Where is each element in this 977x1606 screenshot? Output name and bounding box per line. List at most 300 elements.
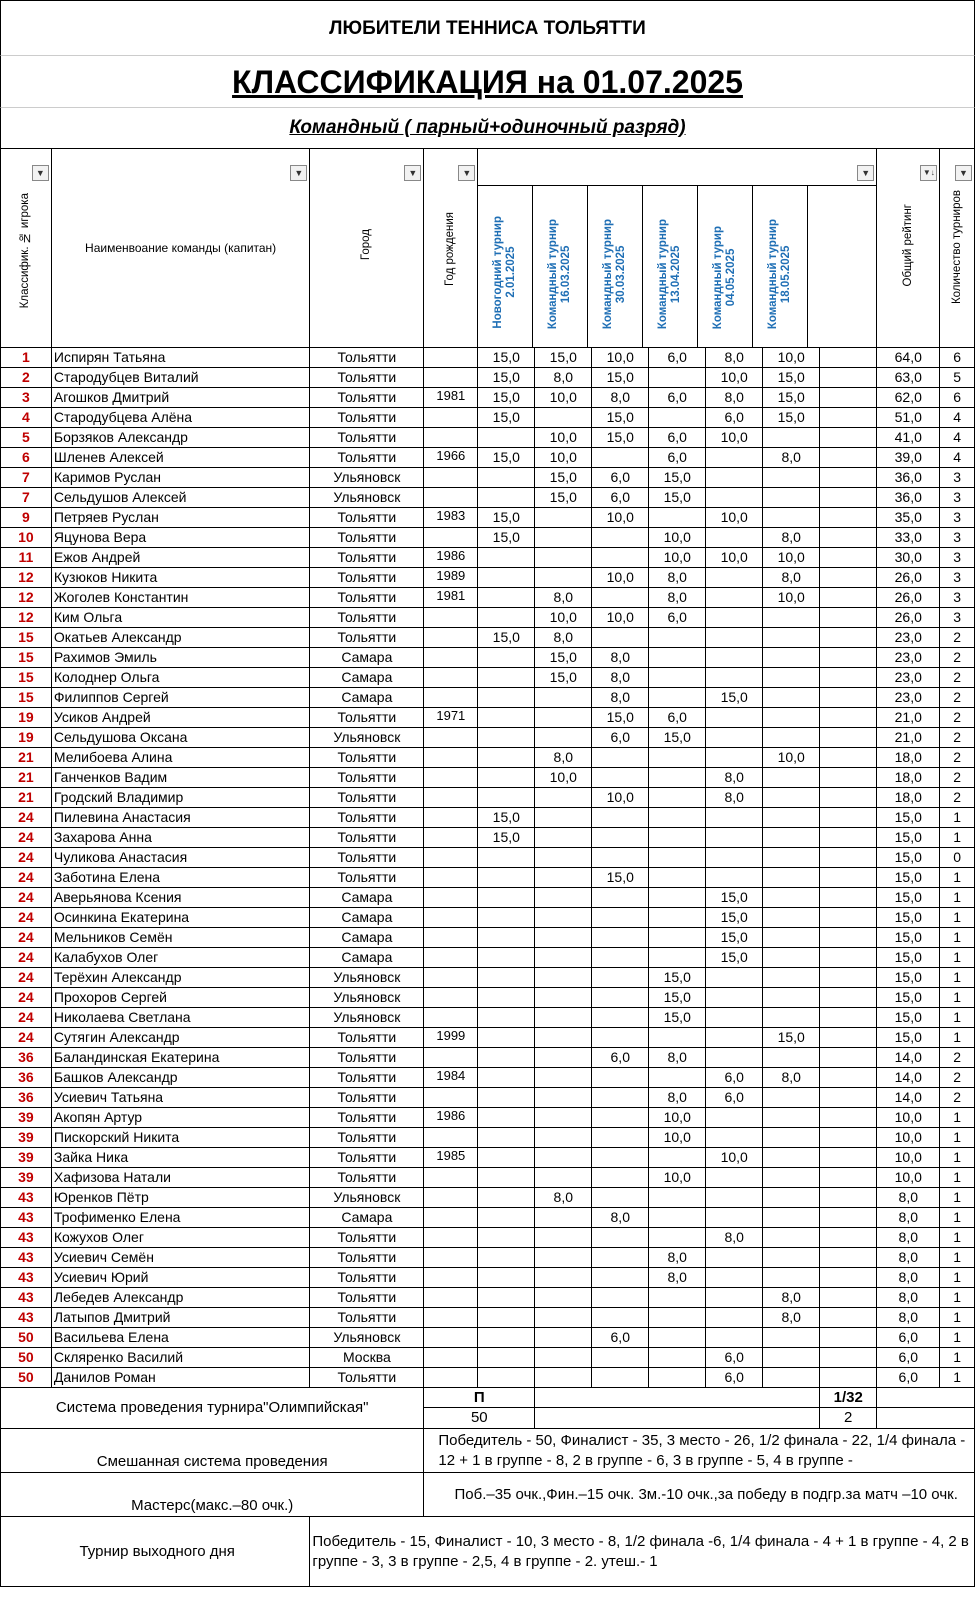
cell-tot[interactable]: 35,0 [877,508,940,528]
cell-city[interactable]: Тольятти [310,588,424,608]
cell-sc[interactable]: 8,0 [649,568,706,588]
cell-sc[interactable] [706,828,763,848]
cell-sc[interactable] [649,868,706,888]
cell-sc[interactable] [763,1008,820,1028]
cell-name[interactable]: Испирян Татьяна [51,348,310,368]
cell-tot[interactable]: 6,0 [877,1348,940,1368]
cell-year[interactable]: 1984 [424,1068,478,1088]
cell-rank[interactable]: 2 [1,368,52,388]
cell-sc[interactable] [763,648,820,668]
cell-sc[interactable] [763,928,820,948]
cell-sc[interactable] [478,1088,535,1108]
cell-sc[interactable]: 10,0 [592,568,649,588]
cell-year[interactable] [424,428,478,448]
cell-cnt[interactable]: 3 [940,488,975,508]
cell-rank[interactable]: 24 [1,808,52,828]
cell-tot[interactable]: 18,0 [877,768,940,788]
cell-tot[interactable]: 15,0 [877,808,940,828]
cell-sc[interactable] [649,1328,706,1348]
cell-city[interactable]: Тольятти [310,808,424,828]
cell-year[interactable] [424,488,478,508]
cell-year[interactable] [424,928,478,948]
cell-name[interactable]: Колоднер Ольга [51,668,310,688]
cell-sc[interactable]: 10,0 [535,448,592,468]
cell-tot[interactable]: 23,0 [877,648,940,668]
cell-sc[interactable] [706,648,763,668]
cell-sc[interactable]: 10,0 [706,368,763,388]
cell-tot[interactable]: 6,0 [877,1368,940,1388]
cell-sc[interactable] [649,848,706,868]
cell-sc[interactable] [535,908,592,928]
cell-sc[interactable] [763,768,820,788]
cell-sc[interactable]: 15,0 [478,828,535,848]
cell-city[interactable]: Тольятти [310,1028,424,1048]
cell-sc[interactable] [649,688,706,708]
cell-city[interactable]: Самара [310,908,424,928]
cell-name[interactable]: Скляренко Василий [51,1348,310,1368]
cell-rank[interactable]: 7 [1,488,52,508]
cell-sc[interactable] [763,808,820,828]
cell-sc[interactable]: 10,0 [649,1168,706,1188]
cell-sc[interactable]: 10,0 [706,508,763,528]
cell-rank[interactable]: 24 [1,1008,52,1028]
cell-sc[interactable] [649,1208,706,1228]
cell-cnt[interactable]: 1 [940,888,975,908]
cell-name[interactable]: Зайка Ника [51,1148,310,1168]
cell-sc[interactable] [649,828,706,848]
cell-sc[interactable] [478,708,535,728]
cell-name[interactable]: Рахимов Эмиль [51,648,310,668]
cell-city[interactable]: Тольятти [310,1108,424,1128]
cell-tot[interactable]: 8,0 [877,1228,940,1248]
cell-tot[interactable]: 8,0 [877,1268,940,1288]
cell-sc[interactable]: 15,0 [763,368,820,388]
filter-dropdown-icon[interactable]: ▼ [290,165,307,181]
cell-sc[interactable] [763,1228,820,1248]
cell-sc[interactable] [706,848,763,868]
cell-cnt[interactable]: 2 [940,1068,975,1088]
cell-tot[interactable]: 8,0 [877,1248,940,1268]
cell-tot[interactable]: 26,0 [877,608,940,628]
cell-sc[interactable] [820,408,877,428]
cell-city[interactable]: Ульяновск [310,1328,424,1348]
cell-year[interactable] [424,748,478,768]
cell-sc[interactable]: 8,0 [649,1048,706,1068]
cell-cnt[interactable]: 1 [940,1268,975,1288]
cell-sc[interactable]: 15,0 [706,908,763,928]
cell-sc[interactable]: 15,0 [706,948,763,968]
cell-rank[interactable]: 10 [1,528,52,548]
cell-sc[interactable] [706,708,763,728]
cell-sc[interactable]: 8,0 [535,588,592,608]
cell-sc[interactable] [649,408,706,428]
cell-year[interactable] [424,828,478,848]
cell-tot[interactable]: 33,0 [877,528,940,548]
cell-sc[interactable] [592,1108,649,1128]
cell-cnt[interactable]: 1 [940,1348,975,1368]
cell-tot[interactable]: 51,0 [877,408,940,428]
cell-tot[interactable]: 39,0 [877,448,940,468]
cell-year[interactable] [424,468,478,488]
cell-sc[interactable] [706,1188,763,1208]
cell-year[interactable] [424,1088,478,1108]
cell-sc[interactable] [478,908,535,928]
cell-sc[interactable] [706,808,763,828]
cell-sc[interactable] [478,1028,535,1048]
cell-rank[interactable]: 39 [1,1128,52,1148]
cell-cnt[interactable]: 3 [940,608,975,628]
cell-cnt[interactable]: 3 [940,508,975,528]
cell-cnt[interactable]: 3 [940,468,975,488]
cell-sc[interactable]: 15,0 [478,528,535,548]
cell-name[interactable]: Окатьев Александр [51,628,310,648]
cell-cnt[interactable]: 1 [940,1288,975,1308]
cell-sc[interactable]: 8,0 [763,568,820,588]
cell-sc[interactable]: 10,0 [649,528,706,548]
cell-year[interactable] [424,1288,478,1308]
cell-sc[interactable] [535,1268,592,1288]
cell-sc[interactable]: 15,0 [592,708,649,728]
cell-sc[interactable] [478,748,535,768]
cell-tot[interactable]: 26,0 [877,568,940,588]
cell-city[interactable]: Тольятти [310,548,424,568]
cell-city[interactable]: Тольятти [310,768,424,788]
cell-rank[interactable]: 9 [1,508,52,528]
cell-sc[interactable] [478,1228,535,1248]
cell-sc[interactable]: 6,0 [706,1368,763,1388]
cell-sc[interactable] [820,848,877,868]
cell-sc[interactable]: 15,0 [592,408,649,428]
cell-sc[interactable]: 10,0 [592,348,649,368]
cell-sc[interactable] [478,848,535,868]
cell-tot[interactable]: 14,0 [877,1068,940,1088]
cell-city[interactable]: Самара [310,668,424,688]
cell-tot[interactable]: 15,0 [877,968,940,988]
cell-name[interactable]: Латыпов Дмитрий [51,1308,310,1328]
cell-sc[interactable]: 6,0 [649,348,706,368]
cell-sc[interactable] [535,1328,592,1348]
cell-sc[interactable] [592,528,649,548]
cell-rank[interactable]: 21 [1,788,52,808]
cell-cnt[interactable]: 2 [940,668,975,688]
cell-sc[interactable] [592,1168,649,1188]
cell-city[interactable]: Тольятти [310,448,424,468]
cell-sc[interactable] [820,1188,877,1208]
cell-rank[interactable]: 24 [1,968,52,988]
cell-rank[interactable]: 43 [1,1288,52,1308]
cell-cnt[interactable]: 1 [940,1248,975,1268]
cell-city[interactable]: Тольятти [310,1148,424,1168]
cell-sc[interactable]: 6,0 [649,448,706,468]
cell-sc[interactable] [535,728,592,748]
cell-rank[interactable]: 43 [1,1268,52,1288]
cell-sc[interactable] [820,1348,877,1368]
cell-sc[interactable] [649,808,706,828]
cell-sc[interactable] [820,448,877,468]
cell-sc[interactable]: 8,0 [535,1188,592,1208]
cell-sc[interactable] [592,928,649,948]
cell-tot[interactable]: 15,0 [877,828,940,848]
cell-rank[interactable]: 15 [1,648,52,668]
cell-sc[interactable]: 15,0 [478,408,535,428]
cell-sc[interactable]: 15,0 [535,668,592,688]
cell-sc[interactable] [820,488,877,508]
cell-sc[interactable] [763,828,820,848]
cell-year[interactable] [424,988,478,1008]
cell-sc[interactable] [478,1168,535,1188]
cell-sc[interactable]: 6,0 [706,1348,763,1368]
cell-cnt[interactable]: 1 [940,1028,975,1048]
cell-sc[interactable]: 10,0 [706,548,763,568]
cell-sc[interactable] [763,688,820,708]
cell-rank[interactable]: 19 [1,708,52,728]
cell-sc[interactable] [820,1208,877,1228]
cell-sc[interactable] [706,528,763,548]
cell-rank[interactable]: 43 [1,1308,52,1328]
cell-name[interactable]: Сутягин Александр [51,1028,310,1048]
cell-year[interactable] [424,348,478,368]
cell-city[interactable]: Тольятти [310,1368,424,1388]
cell-year[interactable] [424,868,478,888]
cell-sc[interactable] [535,508,592,528]
cell-sc[interactable] [706,608,763,628]
cell-sc[interactable] [820,1368,877,1388]
cell-rank[interactable]: 43 [1,1228,52,1248]
cell-sc[interactable] [820,788,877,808]
cell-cnt[interactable]: 6 [940,388,975,408]
cell-name[interactable]: Ганченков Вадим [51,768,310,788]
cell-sc[interactable] [820,868,877,888]
cell-sc[interactable]: 15,0 [478,508,535,528]
cell-sc[interactable] [592,1308,649,1328]
cell-city[interactable]: Ульяновск [310,1008,424,1028]
cell-year[interactable] [424,768,478,788]
cell-tot[interactable]: 26,0 [877,588,940,608]
cell-name[interactable]: Каримов Руслан [51,468,310,488]
cell-sc[interactable]: 15,0 [592,368,649,388]
cell-sc[interactable] [478,1268,535,1288]
cell-sc[interactable] [478,1208,535,1228]
cell-sc[interactable]: 15,0 [478,348,535,368]
cell-cnt[interactable]: 1 [940,1328,975,1348]
cell-year[interactable]: 1999 [424,1028,478,1048]
cell-cnt[interactable]: 1 [940,808,975,828]
cell-sc[interactable] [649,628,706,648]
cell-year[interactable] [424,628,478,648]
cell-city[interactable]: Самара [310,948,424,968]
cell-sc[interactable] [763,508,820,528]
cell-sc[interactable]: 8,0 [763,448,820,468]
cell-year[interactable]: 1986 [424,548,478,568]
cell-sc[interactable] [592,988,649,1008]
cell-sc[interactable] [478,968,535,988]
cell-sc[interactable] [649,928,706,948]
cell-sc[interactable]: 8,0 [592,668,649,688]
cell-sc[interactable] [592,768,649,788]
cell-sc[interactable] [763,628,820,648]
cell-sc[interactable] [820,668,877,688]
cell-name[interactable]: Пилевина Анастасия [51,808,310,828]
cell-rank[interactable]: 21 [1,768,52,788]
cell-sc[interactable]: 10,0 [706,1148,763,1168]
cell-city[interactable]: Ульяновск [310,988,424,1008]
cell-city[interactable]: Тольятти [310,1288,424,1308]
cell-sc[interactable] [535,828,592,848]
cell-sc[interactable]: 15,0 [649,988,706,1008]
cell-tot[interactable]: 15,0 [877,948,940,968]
cell-city[interactable]: Ульяновск [310,968,424,988]
cell-sc[interactable] [820,1048,877,1068]
cell-name[interactable]: Кожухов Олег [51,1228,310,1248]
cell-sc[interactable] [478,1288,535,1308]
cell-tot[interactable]: 15,0 [877,988,940,1008]
cell-year[interactable]: 1981 [424,388,478,408]
cell-name[interactable]: Чуликова Анастасия [51,848,310,868]
cell-city[interactable]: Самара [310,688,424,708]
cell-year[interactable] [424,1048,478,1068]
cell-cnt[interactable]: 1 [940,1128,975,1148]
cell-rank[interactable]: 24 [1,868,52,888]
cell-sc[interactable] [820,828,877,848]
cell-rank[interactable]: 24 [1,988,52,1008]
cell-year[interactable] [424,1328,478,1348]
cell-sc[interactable]: 8,0 [592,1208,649,1228]
cell-sc[interactable] [649,888,706,908]
cell-sc[interactable] [706,628,763,648]
cell-sc[interactable] [820,368,877,388]
cell-tot[interactable]: 8,0 [877,1308,940,1328]
cell-cnt[interactable]: 1 [940,1168,975,1188]
cell-sc[interactable] [478,468,535,488]
cell-city[interactable]: Ульяновск [310,1188,424,1208]
cell-sc[interactable] [763,1348,820,1368]
cell-sc[interactable] [820,1028,877,1048]
cell-cnt[interactable]: 4 [940,448,975,468]
cell-year[interactable] [424,1368,478,1388]
cell-tot[interactable]: 14,0 [877,1088,940,1108]
cell-sc[interactable] [535,408,592,428]
cell-tot[interactable]: 14,0 [877,1048,940,1068]
cell-sc[interactable]: 15,0 [478,448,535,468]
filter-dropdown-icon[interactable]: ▼ [857,165,874,181]
cell-name[interactable]: Васильева Елена [51,1328,310,1348]
cell-sc[interactable] [763,1188,820,1208]
cell-sc[interactable] [535,548,592,568]
cell-tot[interactable]: 6,0 [877,1328,940,1348]
cell-name[interactable]: Мельников Семён [51,928,310,948]
cell-sc[interactable] [592,1068,649,1088]
cell-rank[interactable]: 12 [1,608,52,628]
cell-sc[interactable] [706,1248,763,1268]
cell-sc[interactable] [649,1348,706,1368]
cell-year[interactable] [424,648,478,668]
cell-year[interactable] [424,948,478,968]
filter-dropdown-icon[interactable]: ▼ [32,165,49,181]
cell-cnt[interactable]: 1 [940,1008,975,1028]
cell-sc[interactable] [649,948,706,968]
cell-city[interactable]: Ульяновск [310,488,424,508]
cell-city[interactable]: Тольятти [310,828,424,848]
cell-sc[interactable] [820,1108,877,1128]
cell-name[interactable]: Николаева Светлана [51,1008,310,1028]
cell-name[interactable]: Акопян Артур [51,1108,310,1128]
cell-sc[interactable] [592,1268,649,1288]
cell-sc[interactable] [478,548,535,568]
cell-sc[interactable] [763,1128,820,1148]
cell-year[interactable] [424,788,478,808]
cell-name[interactable]: Хафизова Натали [51,1168,310,1188]
cell-tot[interactable]: 62,0 [877,388,940,408]
cell-city[interactable]: Тольятти [310,1248,424,1268]
cell-sc[interactable]: 8,0 [649,1268,706,1288]
cell-rank[interactable]: 15 [1,688,52,708]
cell-sc[interactable] [592,748,649,768]
cell-sc[interactable] [706,728,763,748]
cell-cnt[interactable]: 4 [940,428,975,448]
cell-sc[interactable] [535,888,592,908]
cell-tot[interactable]: 21,0 [877,728,940,748]
cell-sc[interactable] [478,928,535,948]
cell-city[interactable]: Тольятти [310,528,424,548]
cell-sc[interactable] [535,1108,592,1128]
cell-city[interactable]: Тольятти [310,1228,424,1248]
cell-city[interactable]: Тольятти [310,1308,424,1328]
cell-sc[interactable]: 15,0 [592,428,649,448]
cell-sc[interactable] [592,888,649,908]
cell-rank[interactable]: 24 [1,948,52,968]
cell-sc[interactable]: 6,0 [649,708,706,728]
cell-cnt[interactable]: 1 [940,1368,975,1388]
cell-sc[interactable] [763,1368,820,1388]
cell-rank[interactable]: 24 [1,888,52,908]
cell-sc[interactable] [535,1348,592,1368]
cell-sc[interactable]: 8,0 [649,588,706,608]
cell-sc[interactable] [820,1308,877,1328]
cell-sc[interactable] [820,688,877,708]
cell-tot[interactable]: 10,0 [877,1108,940,1128]
cell-sc[interactable]: 15,0 [649,488,706,508]
cell-sc[interactable] [763,1088,820,1108]
cell-sc[interactable] [820,1068,877,1088]
cell-year[interactable]: 1985 [424,1148,478,1168]
cell-sc[interactable]: 10,0 [649,548,706,568]
cell-sc[interactable] [820,768,877,788]
cell-sc[interactable]: 15,0 [763,388,820,408]
cell-sc[interactable]: 8,0 [649,1088,706,1108]
cell-city[interactable]: Тольятти [310,508,424,528]
cell-rank[interactable]: 50 [1,1368,52,1388]
cell-city[interactable]: Тольятти [310,788,424,808]
cell-city[interactable]: Самара [310,1208,424,1228]
cell-cnt[interactable]: 2 [940,628,975,648]
cell-tot[interactable]: 10,0 [877,1128,940,1148]
cell-sc[interactable] [649,1148,706,1168]
cell-tot[interactable]: 30,0 [877,548,940,568]
cell-sc[interactable]: 15,0 [763,408,820,428]
cell-sc[interactable]: 15,0 [478,628,535,648]
cell-sc[interactable] [820,428,877,448]
cell-sc[interactable] [820,348,877,368]
cell-sc[interactable] [820,708,877,728]
cell-tot[interactable]: 23,0 [877,668,940,688]
cell-name[interactable]: Кузюков Никита [51,568,310,588]
cell-tot[interactable]: 10,0 [877,1168,940,1188]
cell-sc[interactable] [535,968,592,988]
cell-sc[interactable]: 10,0 [535,608,592,628]
cell-sc[interactable] [706,988,763,1008]
cell-rank[interactable]: 3 [1,388,52,408]
cell-city[interactable]: Тольятти [310,1088,424,1108]
